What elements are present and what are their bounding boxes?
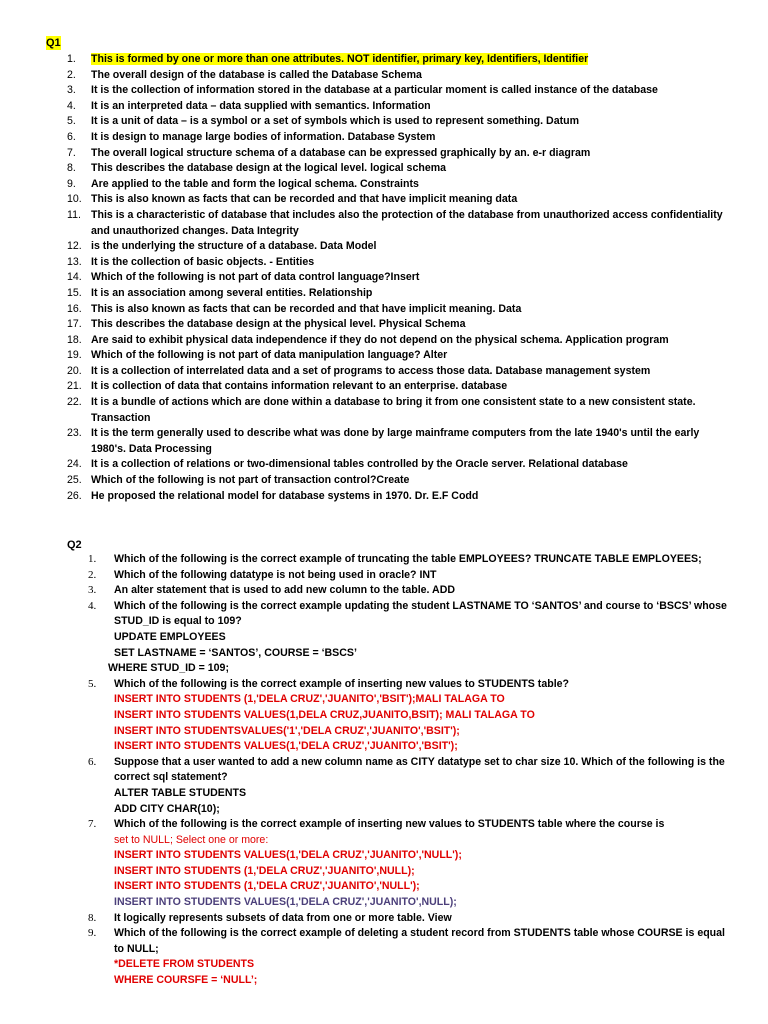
q2-item-line: INSERT INTO STUDENTS (1,'DELA CRUZ','JUANITO','NULL'); <box>114 880 420 893</box>
q2-list <box>88 552 728 989</box>
q2-item-number: 1. <box>88 553 97 565</box>
q1-item-number: 8. <box>67 162 76 175</box>
q1-item-number: 23. <box>67 427 82 440</box>
q1-item <box>67 302 727 318</box>
q1-item <box>67 489 727 505</box>
q1-item-highlight: This is formed by one or more than one attributes. NOT identifier, primary key, Identifiers, Identifier <box>91 53 589 65</box>
q2-item-line: An alter statement that is used to add new column to the table. ADD <box>114 584 456 597</box>
q2-item-line: UPDATE EMPLOYEES <box>114 630 226 643</box>
q1-item-number: 19. <box>67 349 82 362</box>
q1-item-text: It is the collection of information stored in the database at a particular moment is called instance of the database <box>91 84 658 97</box>
q1-item-number: 14. <box>67 271 82 284</box>
q2-item-number: 8. <box>88 911 97 924</box>
q2-item <box>88 677 728 755</box>
q1-item-text: Which of the following is not part of data control language?Insert <box>91 271 420 284</box>
q2-item-line: INSERT INTO STUDENTSVALUES('1','DELA CRUZ','JUANITO','BSIT'); <box>114 724 460 737</box>
q1-item-number: 26. <box>67 489 82 502</box>
q2-item-number: 9. <box>88 927 97 940</box>
q1-item <box>67 68 727 84</box>
q1-item-text: He proposed the relational model for database systems in 1970. Dr. E.F Codd <box>91 489 479 502</box>
q2-item-line: INSERT INTO STUDENTS VALUES(1,'DELA CRUZ','JUANITO',NULL); <box>114 896 457 909</box>
q2-item-body <box>114 583 728 599</box>
q1-item <box>67 286 727 302</box>
q2-item <box>88 568 728 584</box>
q2-item-number: 6. <box>88 755 97 768</box>
q1-item <box>67 426 727 457</box>
q1-item-number: 18. <box>67 333 82 346</box>
q1-item-text: It is a collection of interrelated data and a set of programs to access those data. Database management system <box>91 364 651 377</box>
q1-item-text: It is a bundle of actions which are done within a database to bring it from one consistent state to a new consistent state. Transaction <box>91 396 696 424</box>
q2-item-line: WHERE COURSFE = ‘NULL’; <box>114 974 258 987</box>
q1-item <box>67 114 727 130</box>
q1-item <box>67 83 727 99</box>
q2-item-number: 4. <box>88 599 97 612</box>
q2-item-body <box>114 926 728 988</box>
q1-item-text: Are applied to the table and form the logical schema. Constraints <box>91 177 419 190</box>
q1-item-text: It is the term generally used to describe what was done by large mainframe computers from the late 1940's until the early 1980's. Data Processing <box>91 427 700 455</box>
q1-item-number: 1. <box>67 53 76 65</box>
q2-item <box>88 817 728 911</box>
q1-item-number: 10. <box>67 193 82 206</box>
q1-item-text: The overall design of the database is called the Database Schema <box>91 68 422 81</box>
q1-item <box>67 395 727 426</box>
q1-item-number: 21. <box>67 380 82 393</box>
q1-item-number: 7. <box>67 146 76 159</box>
q1-item <box>67 177 727 193</box>
q1-item-text <box>91 52 588 68</box>
q2-heading: Q2 <box>67 539 82 551</box>
q1-item <box>67 348 727 364</box>
q2-item-line: SET LASTNAME = ‘SANTOS’, COURSE = ‘BSCS’ <box>114 646 357 659</box>
q2-item-line: INSERT INTO STUDENTS VALUES(1,'DELA CRUZ','JUANITO','BSIT'); <box>114 740 458 753</box>
q2-item-number: 7. <box>88 818 97 831</box>
q1-item <box>67 146 727 162</box>
q2-item-line: set to NULL; Select one or more: <box>114 833 269 846</box>
q1-item <box>67 317 727 333</box>
q2-item-line: *DELETE FROM STUDENTS <box>114 958 255 971</box>
q2-item <box>88 755 728 817</box>
q1-item-text: It is an association among several entities. Relationship <box>91 286 373 299</box>
q1-item <box>67 379 727 395</box>
q1-item-number: 11. <box>67 208 81 221</box>
q1-item-text: This is also known as facts that can be recorded and that have implicit meaning. Data <box>91 302 522 315</box>
q1-item <box>67 52 727 68</box>
q2-item-body <box>114 911 728 927</box>
q2-item-body <box>114 568 728 584</box>
q1-item-number: 9. <box>67 177 76 190</box>
q2-item-line: ALTER TABLE STUDENTS <box>114 786 247 799</box>
q1-item-text: Are said to exhibit physical data independence if they do not depend on the physical schema. Application program <box>91 333 669 346</box>
q2-item <box>88 926 728 988</box>
q1-list <box>67 52 727 504</box>
q1-item-text: It is a unit of data – is a symbol or a set of symbols which is used to represent something. Datum <box>91 115 580 128</box>
q2-item-line: INSERT INTO STUDENTS VALUES(1,DELA CRUZ,JUANITO,BSIT); MALI TALAGA TO <box>114 708 535 721</box>
q1-item <box>67 255 727 271</box>
q2-item-line: WHERE STUD_ID = 109; <box>108 662 229 675</box>
q2-item-body <box>114 552 728 568</box>
q2-item-line: Which of the following is the correct example of inserting new values to STUDENTS table? <box>114 677 570 690</box>
q2-item-line: Which of the following is the correct example of deleting a student record from STUDENTS table whose COURSE is equal to NULL; <box>114 927 725 955</box>
q1-item-number: 13. <box>67 255 82 268</box>
q1-item-number: 20. <box>67 364 82 377</box>
q1-item-text: This is a characteristic of database that includes also the protection of the database from unauthorized access confidentiality and unauthorized changes. Data Integrity <box>91 208 723 237</box>
q2-item <box>88 552 728 568</box>
q1-item-text: This is also known as facts that can be recorded and that have implicit meaning data <box>91 193 518 206</box>
q1-item <box>67 270 727 286</box>
q1-item-number: 4. <box>67 99 76 112</box>
q1-item-text: This describes the database design at the logical level. logical schema <box>91 162 447 175</box>
q1-item-text: It is a collection of relations or two-dimensional tables controlled by the Oracle server. Relational database <box>91 458 628 471</box>
q2-item-number: 2. <box>88 568 97 581</box>
q1-item-number: 22. <box>67 396 82 409</box>
q1-item-number: 17. <box>67 318 82 331</box>
q1-item-text: It is design to manage large bodies of information. Database System <box>91 130 436 143</box>
q2-item-number: 5. <box>88 677 97 690</box>
q2-item-body <box>114 677 728 755</box>
q2-item-line: INSERT INTO STUDENTS (1,'DELA CRUZ','JUANITO','BSIT');MALI TALAGA TO <box>114 693 505 706</box>
q1-item-text: This describes the database design at the physical level. Physical Schema <box>91 318 466 331</box>
q1-item <box>67 161 727 177</box>
q1-item <box>67 192 727 208</box>
q1-item-text: The overall logical structure schema of a database can be expressed graphically by an. e-r diagram <box>91 146 591 159</box>
q1-item-text: is the underlying the structure of a database. Data Model <box>91 240 377 253</box>
q2-item-body <box>108 599 728 677</box>
q1-item-number: 2. <box>67 68 76 81</box>
q2-item-line: Which of the following is the correct example of truncating the table EMPLOYEES? TRUNCATE TABLE EMPLOYEES; <box>114 553 702 565</box>
q1-item <box>67 457 727 473</box>
q1-item-text: Which of the following is not part of transaction control?Create <box>91 474 410 487</box>
q1-item-text: It is an interpreted data – data supplied with semantics. Information <box>91 99 431 112</box>
q1-heading: Q1 <box>46 37 61 49</box>
q1-item <box>67 473 727 489</box>
q1-item-number: 24. <box>67 458 82 471</box>
q1-item-text: It is collection of data that contains information relevant to an enterprise. database <box>91 380 508 393</box>
q1-item <box>67 208 727 239</box>
q1-item-text: Which of the following is not part of data manipulation language? Alter <box>91 349 448 362</box>
q2-item-line: ADD CITY CHAR(10); <box>114 802 220 815</box>
q2-item-body <box>114 755 728 817</box>
q1-item <box>67 99 727 115</box>
q1-item-number: 3. <box>67 84 76 97</box>
q1-item <box>67 239 727 255</box>
q2-item-line: Which of the following is the correct example of inserting new values to STUDENTS table where the course is <box>114 818 665 831</box>
q2-item-line: Suppose that a user wanted to add a new column name as CITY datatype set to char size 10. Which of the following is the correct sql statement? <box>114 755 725 784</box>
q1-item-number: 16. <box>67 302 82 315</box>
q1-item-number: 6. <box>67 130 76 143</box>
q2-item-number: 3. <box>88 584 97 597</box>
q1-item <box>67 333 727 349</box>
q2-item-line: Which of the following is the correct example updating the student LASTNAME TO ‘SANTOS’ and course to ‘BSCS’ whose STUD_ID is equal to 109? <box>114 599 727 628</box>
q1-item-text: It is the collection of basic objects. - Entities <box>91 255 315 268</box>
q2-item-line: INSERT INTO STUDENTS (1,'DELA CRUZ','JUANITO',NULL); <box>114 864 415 877</box>
q2-item <box>88 583 728 599</box>
q1-item-number: 15. <box>67 286 82 299</box>
q2-item <box>88 599 728 677</box>
q1-item-number: 5. <box>67 115 76 128</box>
q2-item-body <box>114 817 728 911</box>
q2-item-line: INSERT INTO STUDENTS VALUES(1,'DELA CRUZ','JUANITO','NULL'); <box>114 849 462 862</box>
q1-item-number: 25. <box>67 474 82 487</box>
q2-item-line: It logically represents subsets of data from one or more table. View <box>114 911 452 924</box>
q2-item-line: Which of the following datatype is not being used in oracle? INT <box>114 568 437 581</box>
q1-item-number: 12. <box>67 240 82 253</box>
q1-item <box>67 130 727 146</box>
q2-item <box>88 911 728 927</box>
q1-item <box>67 364 727 380</box>
